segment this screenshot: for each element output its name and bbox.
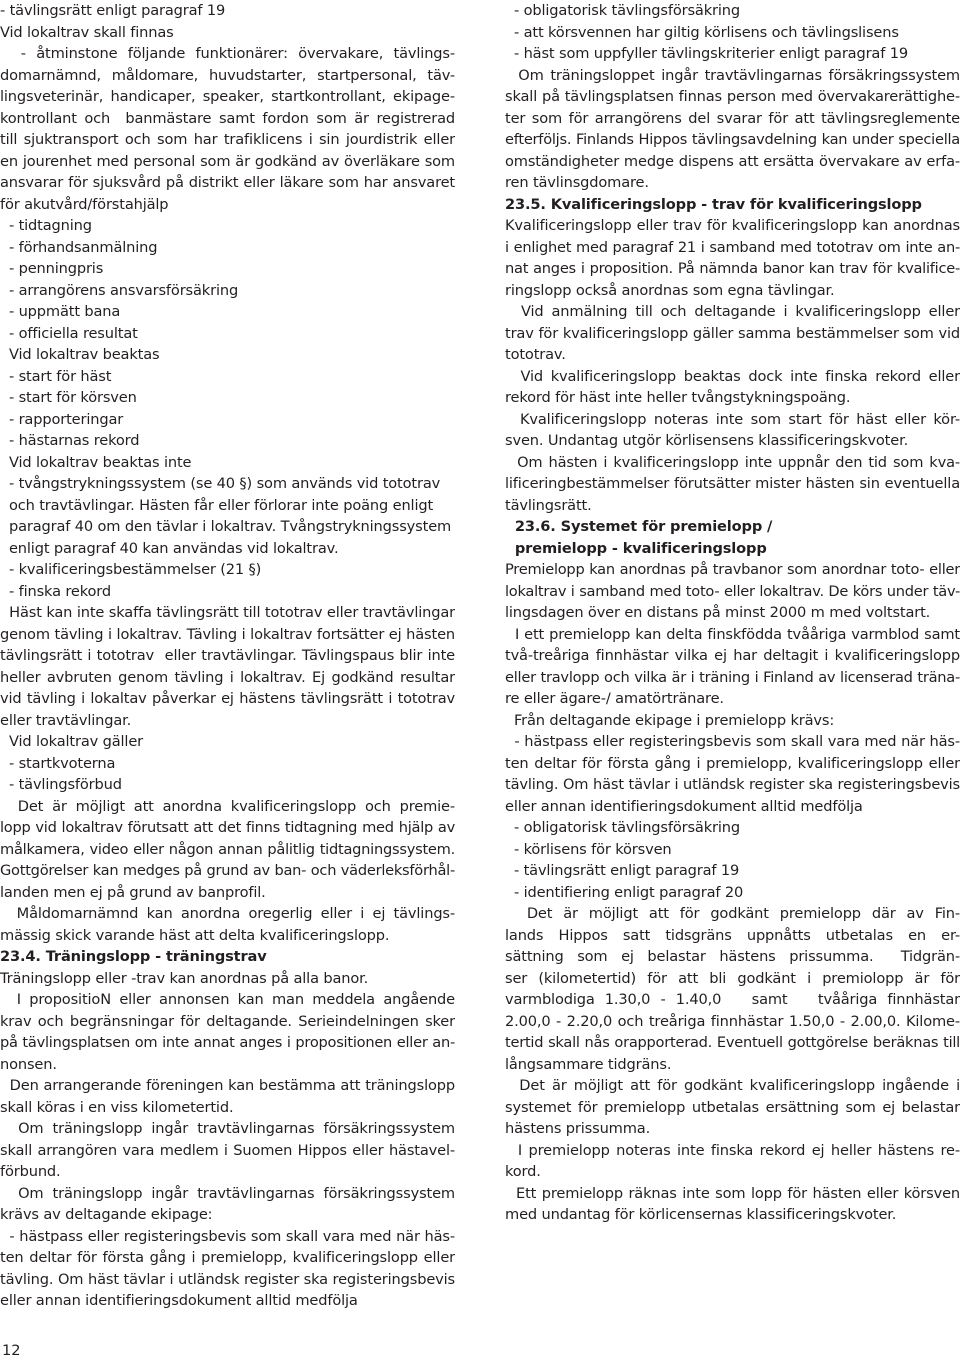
text-line: - startkvoterna xyxy=(0,754,116,772)
text-line: - start för häst xyxy=(0,367,112,385)
text-line: - tidtagning xyxy=(0,217,92,234)
text-line: krav och begränsningar för deltagande. Serieindelningen sker xyxy=(0,1012,455,1030)
text-line: skall arrangören vara medlem i Suomen Hippos eller hästavel- xyxy=(0,1141,455,1159)
text-line: en jourenhet med personal som är godkänd av överläkare som xyxy=(0,152,455,170)
text-line: skall på tävlingsplatsen finnas person med övervakarerättighe- xyxy=(505,88,960,105)
text-line: - identifiering enligt paragraf 20 xyxy=(505,883,744,901)
text-line: re eller ägare-/ amatörtränare. xyxy=(505,690,724,707)
text-line: Det är möjligt att anordna kvalificeringslopp och premie- xyxy=(0,797,455,815)
section-heading-line: 23.5. Kvalificeringslopp - trav för kvalificeringslopp xyxy=(505,195,922,213)
text-line: eller annan identifieringsdokument alltid medfölja xyxy=(0,1292,358,1309)
text-line: - rapporteringar xyxy=(0,410,124,428)
text-line: målkamera, video eller någon annan pålitlig tidtagningssystem. xyxy=(0,840,455,858)
text-line: heller avbruten genom tävling i lokaltrav. Ej godkänd resultar xyxy=(0,668,455,686)
text-line: tävling. Om häst tävlar i utländsk register ska registeringsbevis xyxy=(0,1270,455,1288)
text-line: Häst kan inte skaffa tävlingsrätt till tototrav eller travtävlingar xyxy=(0,604,455,621)
text-line: - hästpass eller registeringsbevis som skall vara med när häs- xyxy=(0,1227,455,1245)
text-line: Kvalificeringslopp eller trav för kvalificeringslopp kan anordnas xyxy=(505,217,960,234)
left-text-column xyxy=(0,0,455,1312)
text-line: Träningslopp eller -trav kan anordnas på alla banor. xyxy=(0,969,369,987)
right-text-column xyxy=(505,0,960,1226)
text-line: - körlisens för körsven xyxy=(505,840,672,858)
text-line: i enlighet med paragraf 21 i samband med tototrav om inte an- xyxy=(505,238,960,256)
text-line: ten deltar för första gång i premielopp, kvalificeringslopp eller xyxy=(505,754,960,772)
text-line: tävling. Om häst tävlar i utländsk register ska registeringsbevis xyxy=(505,776,960,793)
text-line: Premielopp kan anordnas på travbanor som anordnar toto- eller xyxy=(505,561,960,578)
text-line: lopp vid lokaltrav förutsatt att det finns tidtagning med hjälp av xyxy=(0,819,455,836)
text-line: Vid lokaltrav beaktas inte xyxy=(0,453,192,471)
text-line: ansvarar för sjuksvård på distrikt eller läkare som har ansvaret xyxy=(0,174,455,191)
text-line: genom tävling i lokaltrav. Tävling i lokaltrav fortsätter ej hästen xyxy=(0,625,455,643)
text-line: till sjuktransport och som har trafiklicens i sin jourdistrik eller xyxy=(0,131,455,148)
text-line: enligt paragraf 40 kan användas vid lokaltrav. xyxy=(0,539,339,557)
text-line: hästens prissumma. xyxy=(505,1120,651,1137)
text-line: - penningpris xyxy=(0,260,104,277)
text-line: Om träningslopp ingår travtävlingarnas försäkringssystem xyxy=(0,1184,455,1202)
text-line: Ett premielopp räknas inte som lopp för hästen eller körsven xyxy=(505,1184,960,1202)
text-line: Om hästen i kvalificeringslopp inte uppnår den tid som kva- xyxy=(505,453,960,471)
text-line: Gottgörelser kan medges på grund av ban- och väderleksförhål- xyxy=(0,862,455,879)
text-line: långsammare tidgräns. xyxy=(505,1055,672,1073)
text-line: - tävlingsrätt enligt paragraf 19 xyxy=(0,2,226,19)
text-line: ter som för arrangörens del svarar för att tävlingsreglemente xyxy=(505,109,960,127)
text-line: landen men ej på grund av banprofil. xyxy=(0,883,266,901)
text-line: - obligatorisk tävlingsförsäkring xyxy=(505,819,740,836)
text-line: Kvalificeringslopp noteras inte som start för häst eller kör- xyxy=(505,410,960,428)
text-line: skall köras i en viss kilometertid. xyxy=(0,1098,234,1116)
text-line: tävlingsrätt i tototrav eller travtävlingar. Tävlingspaus blir inte xyxy=(0,647,455,664)
text-line: eller annan identifieringsdokument alltid medfölja xyxy=(505,797,863,815)
text-line: Vid anmälning till och deltagande i kvalificeringslopp eller xyxy=(505,303,960,320)
text-line: på tävlingsplatsen om inte annat anges i propositionen eller an- xyxy=(0,1034,455,1051)
text-line: - tävlingsrätt enligt paragraf 19 xyxy=(505,862,740,879)
text-line: rekord för häst inte heller tvångstykningspoäng. xyxy=(505,389,851,406)
text-line: Om träningslopp ingår travtävlingarnas försäkringssystem xyxy=(0,1120,455,1137)
text-line: två-treåriga finnhästar vilka ej har deltagit i kvalificeringslopp xyxy=(505,647,960,664)
text-line: varmblodiga 1.30,0 - 1.40,0 samt tvååriga finnhästar xyxy=(505,991,960,1008)
text-line: - tävlingsförbud xyxy=(0,776,122,793)
text-line: - finska rekord xyxy=(0,582,111,600)
text-line: Vid kvalificeringslopp beaktas dock inte finska rekord eller xyxy=(505,367,960,385)
text-line: Vid lokaltrav gäller xyxy=(0,733,144,750)
text-line: - hästarnas rekord xyxy=(0,432,140,449)
text-line: - officiella resultat xyxy=(0,324,138,342)
text-line: domarnämnd, måldomare, huvudstarter, startpersonal, täv- xyxy=(0,66,455,84)
text-line: Den arrangerande föreningen kan bestämma att träningslopp xyxy=(0,1077,455,1094)
text-line: Det är möjligt att för godkänt kvalificeringslopp ingående i xyxy=(505,1077,960,1094)
text-line: ren tävlinsgdomare. xyxy=(505,174,649,191)
text-line: mässig skick varande häst att delta kvalificeringslopp. xyxy=(0,926,390,944)
section-heading-line: 23.4. Träningslopp - träningstrav xyxy=(0,948,267,965)
text-line: lingsdagen över en distans på minst 2000 m med voltstart. xyxy=(505,604,931,621)
text-line: I premielopp noteras inte finska rekord ej heller hästens re- xyxy=(505,1141,960,1159)
text-line: paragraf 40 om den tävlar i lokaltrav. Tvångstrykningssystem xyxy=(0,518,452,535)
text-line: Det är möjligt att för godkänt premielopp där av Fin- xyxy=(505,905,960,922)
text-line: eller travlopp och vilka är i träning i Finland av licenserad träna- xyxy=(505,668,960,686)
text-line: lokaltrav i samband med toto- eller lokaltrav. De körs under täv- xyxy=(505,582,960,600)
text-line: - arrangörens ansvarsförsäkring xyxy=(0,281,239,299)
text-line: med undantag för körlicensernas klassificeringskvoter. xyxy=(505,1206,897,1223)
text-line: - tvångstrykningssystem (se 40 §) som används vid tototrav xyxy=(0,475,441,492)
text-line: ringslopp också anordnas som egna tävlingar. xyxy=(505,281,835,299)
text-line: - obligatorisk tävlingsförsäkring xyxy=(505,2,740,19)
text-line: Från deltagande ekipage i premielopp krävs: xyxy=(505,711,835,729)
page-number: 12 xyxy=(2,1342,21,1359)
text-line: Om träningsloppet ingår travtävlingarnas försäkringssystem xyxy=(505,66,960,84)
text-line: sven. Undantag utgör körlisensens klassificeringskvoter. xyxy=(505,432,909,449)
text-line: lificeringbestämmelser förutsätter mister hästen sin eventuella xyxy=(505,475,960,492)
text-line: nat anges i proposition. På nämnda banor kan trav för kvalifice- xyxy=(505,260,960,277)
text-line: ser (kilometertid) för att bli godkänt i premiolopp är för xyxy=(505,969,960,987)
text-line: trav för kvalificeringslopp gäller samma bestämmelser som vid xyxy=(505,324,960,342)
text-line: tävlingsrätt. xyxy=(505,496,592,514)
text-line: Vid lokaltrav skall finnas xyxy=(0,23,174,41)
text-line: - hästpass eller registeringsbevis som skall vara med när häs- xyxy=(505,733,960,750)
text-line: tertid skall nås orapporterad. Eventuell gottgörelse beräknas till xyxy=(505,1034,960,1051)
text-line: kord. xyxy=(505,1163,541,1180)
text-line: nonsen. xyxy=(0,1055,57,1073)
text-line: vid tävling i lokaltav påverkar ej hästens tävlingsrätt i tototrav xyxy=(0,690,455,707)
text-line: lingsveterinär, handicaper, speaker, startkontrollant, ekipage- xyxy=(0,88,455,105)
section-heading-line: premielopp - kvalificeringslopp xyxy=(505,539,767,557)
text-line: systemet för premielopp utbetalas ersättning som ej belastar xyxy=(505,1098,960,1116)
section-heading-line: 23.6. Systemet för premielopp / xyxy=(505,518,773,535)
text-line: - att körsvennen har giltig körlisens och tävlingslisens xyxy=(505,23,899,41)
text-line: - åtminstone följande funktionärer: övervakare, tävlings- xyxy=(0,45,455,62)
text-line: ten deltar för första gång i premielopp, kvalificeringslopp eller xyxy=(0,1249,455,1266)
text-line: - kvalificeringsbestämmelser (21 §) xyxy=(0,561,262,578)
text-line: omständigheter medge dispens att ersätta övervakare av erfa- xyxy=(505,152,960,170)
text-line: I ett premielopp kan delta finskfödda tvååriga varmblod samt xyxy=(505,625,960,643)
text-line: eller travtävlingar. xyxy=(0,711,132,729)
text-line: för akutvård/förstahjälp xyxy=(0,195,169,213)
text-line: efterföljs. Finlands Hippos tävlingsavdelning kan under speciella xyxy=(505,131,960,148)
text-line: - uppmätt bana xyxy=(0,303,121,320)
text-line: och travtävlingar. Hästen får eller förlorar inte poäng enligt xyxy=(0,496,434,514)
text-line: förbund. xyxy=(0,1163,61,1180)
text-line: - häst som uppfyller tävlingskriterier enligt paragraf 19 xyxy=(505,45,908,62)
text-line: lands Hippos satt tidsgräns uppnåtts utbetalas en er- xyxy=(505,926,960,944)
text-line: kontrollant och banmästare samt fordon som är registrerad xyxy=(0,109,455,127)
text-line: I propositioN eller annonsen kan man meddela angående xyxy=(0,991,455,1008)
text-line: - start för körsven xyxy=(0,389,137,406)
text-line: sättning som ej belastar hästens prissumma. Tidgrän- xyxy=(505,948,960,965)
text-line: 2.00,0 - 2.20,0 och treåriga finnhästar 1.50,0 - 2.00,0. Kilome- xyxy=(505,1012,960,1030)
text-line: Vid lokaltrav beaktas xyxy=(0,346,160,363)
text-line: - förhandsanmälning xyxy=(0,238,158,256)
text-line: tototrav. xyxy=(505,346,566,363)
text-line: krävs av deltagande ekipage: xyxy=(0,1206,213,1223)
text-line: Måldomarnämnd kan anordna oregerlig eller i ej tävlings- xyxy=(0,905,455,922)
